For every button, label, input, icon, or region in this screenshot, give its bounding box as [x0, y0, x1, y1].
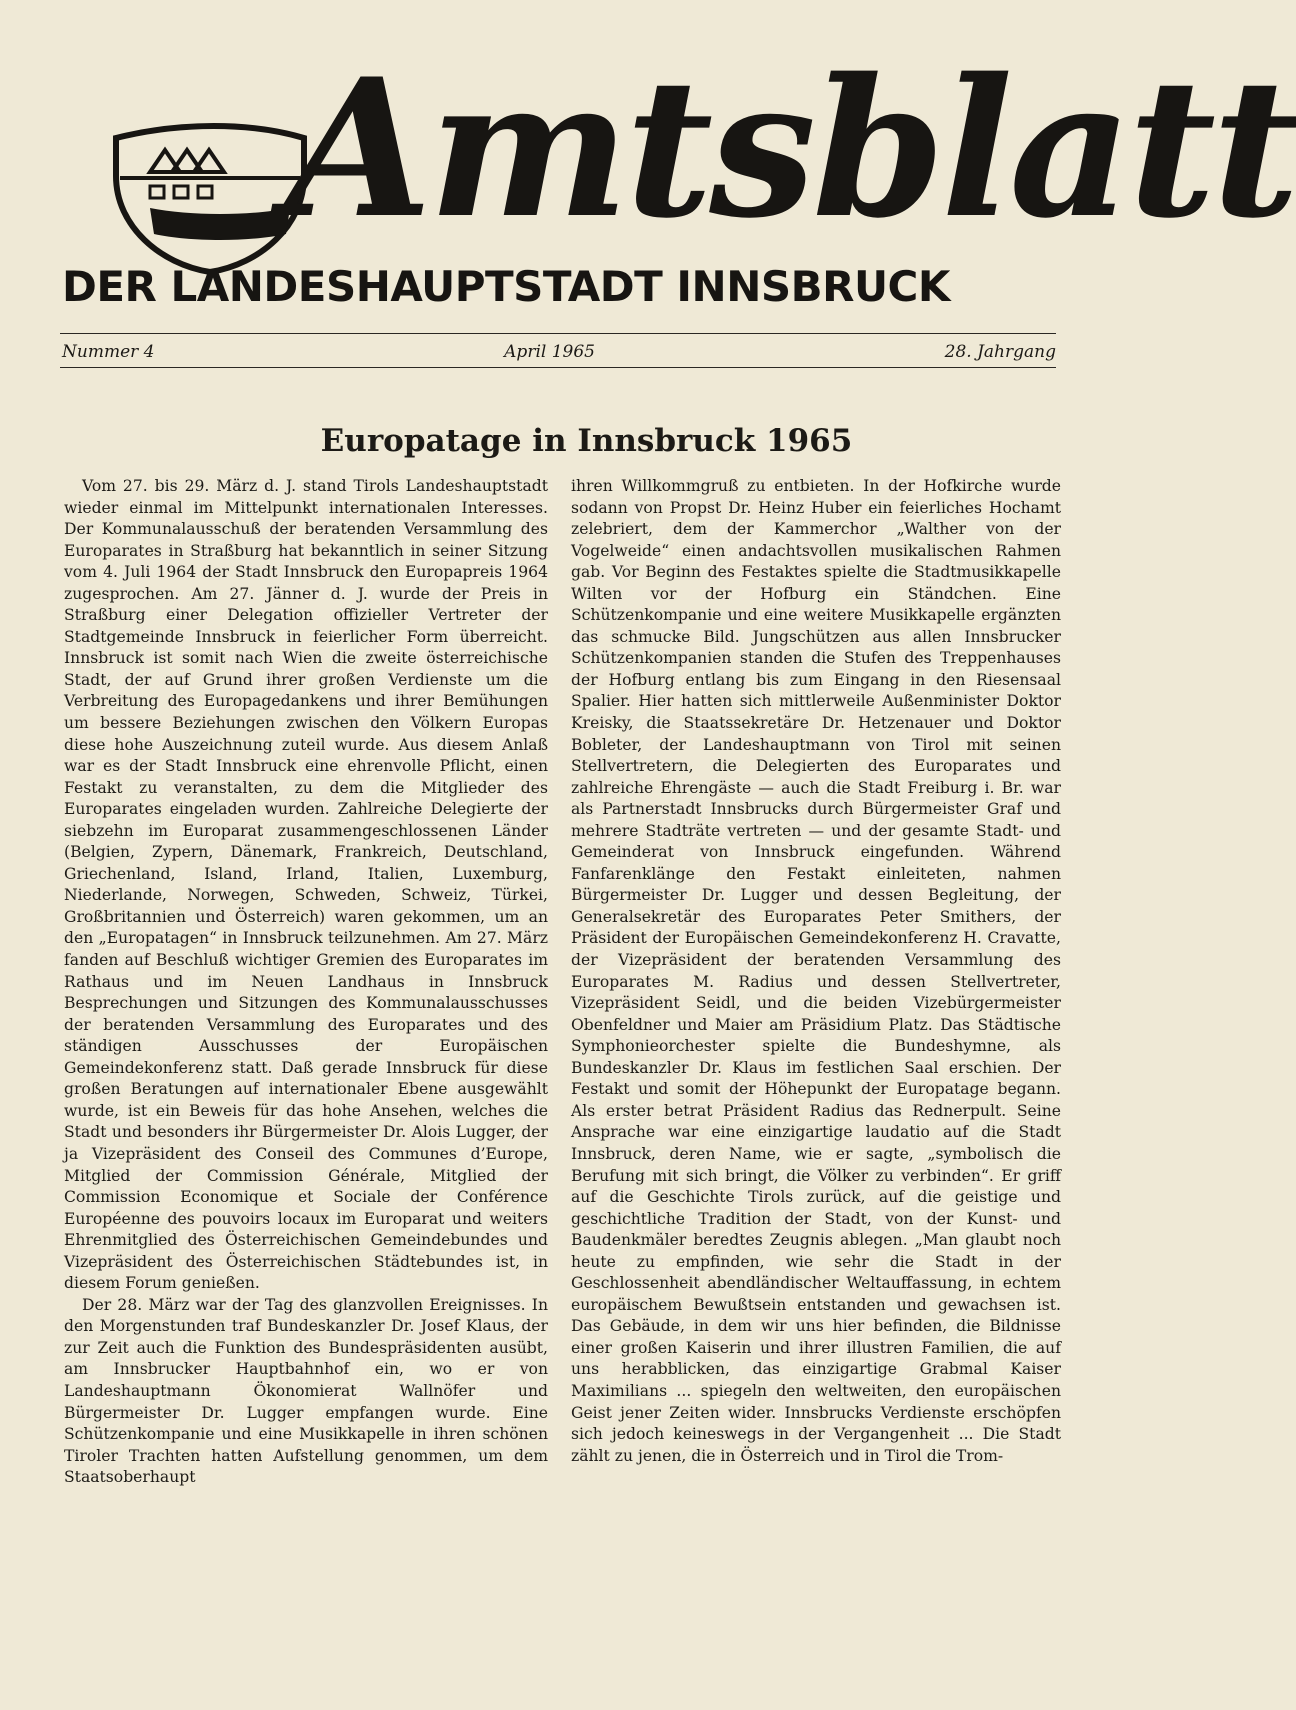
issue-volume: 28. Jahrgang [944, 342, 1056, 362]
article-paragraph: Vom 27. bis 29. März d. J. stand Tirols Landeshauptstadt wieder einmal im Mittelpunkt internationalen Interesses. Der Kommunalausschuß der beratenden Versammlung des Europarates in Straßburg hat bekanntlich in seiner Sitzung vom 4. Juli 1964 der Stadt Innsbruck den Europapreis 1964 zugesprochen. Am 27. Jänner d. J. wurde der Preis in Straßburg einer Delegation offizieller Vertreter der Stadtgemeinde Innsbruck in feierlicher Form überreicht. Innsbruck ist somit nach Wien die zweite österreichische Stadt, der auf Grund ihrer großen Verdienste um die Verbreitung des Europagedankens und ihrer Bemühungen um bessere Beziehungen zwischen den Völkern Europas diese hohe Auszeichnung zuteil wurde. Aus diesem Anlaß war es der Stadt Innsbruck eine ehrenvolle Pflicht, einen Festakt zu veranstalten, zu dem die Mitglieder des Europarates eingeladen wurden. Zahlreiche Delegierte der siebzehn im Europarat zusammengeschlossenen Länder (Belgien, Zypern, Dänemark, Frankreich, Deutschland, Griechenland, Island, Irland, Italien, Luxemburg, Niederlande, Norwegen, Schweden, Schweiz, Türkei, Großbritannien und Österreich) waren gekommen, um an den „Europatagen“ in Innsbruck teilzunehmen. Am 27. März fanden auf Beschluß wichtiger Gremien des Europarates im Rathaus und im Neuen Landhaus in Innsbruck Besprechungen und Sitzungen des Kommunalausschusses der beratenden Versammlung des Europarates und des ständigen Ausschusses der Europäischen Gemeindekonferenz statt. Daß gerade Innsbruck für diese großen Beratungen auf internationaler Ebene ausgewählt wurde, ist ein Beweis für das hohe Ansehen, welches die Stadt und besonders ihr Bürgermeister Dr. Alois Lugger, der ja Vizepräsident des Conseil des Communes d’Europe, Mitglied der Commission Générale, Mitglied der Commission Economique et Sociale der Conférence Européenne des pouvoirs locaux im Europarat und weiters Ehrenmitglied des Österreichischen Gemeindebundes und Vizepräsident des Österreichischen Städtebundes ist, in diesem Forum genießen. [64, 477, 548, 1293]
masthead-subtitle: DER LANDESHAUPTSTADT INNSBRUCK [62, 262, 950, 311]
bottom-rule [60, 367, 1056, 368]
article-column-right [571, 476, 1061, 1467]
issue-line [62, 342, 1056, 362]
article-paragraph: Der 28. März war der Tag des glanzvollen Ereignisses. In den Morgenstunden traf Bundeskanzler Dr. Josef Klaus, der zur Zeit auch die Funktion des Bundespräsidenten ausübt, am Innsbrucker Hauptbahnhof ein, wo er von Landeshauptmann Ökonomierat Wallnöfer und Bürgermeister Dr. Lugger empfangen wurde. Eine Schützenkompanie und eine Musikkapelle in ihren schönen Tiroler Trachten hatten Aufstellung genommen, um dem Staatsoberhaupt [64, 1295, 548, 1487]
masthead-title: Amtsblatt [285, 37, 1296, 260]
top-rule [60, 333, 1056, 334]
issue-number: Nummer 4 [62, 342, 155, 362]
issue-date: April 1965 [504, 342, 595, 362]
city-crest-icon [110, 116, 310, 276]
article-paragraph: ihren Willkommgruß zu entbieten. In der Hofkirche wurde sodann von Propst Dr. Heinz Huber ein feierliches Hochamt zelebriert, dem der Kammerchor „Walther von der Vogelweide“ einen andachtsvollen musikalischen Rahmen gab. Vor Beginn des Festaktes spielte die Stadtmusikkapelle Wilten vor der Hofburg ein Ständchen. Eine Schützenkompanie und eine weitere Musikkapelle ergänzten das schmucke Bild. Jungschützen aus allen Innsbrucker Schützenkompanien standen die Stufen des Treppenhauses der Hofburg entlang bis zum Eingang in den Riesensaal Spalier. Hier hatten sich mittlerweile Außenminister Doktor Kreisky, die Staatssekretäre Dr. Hetzenauer und Doktor Bobleter, der Landeshauptmann von Tirol mit seinen Stellvertretern, die Delegierten des Europarates und zahlreiche Ehrengäste — auch die Stadt Freiburg i. Br. war als Partnerstadt Innsbrucks durch Bürgermeister Graf und mehrere Stadträte vertreten — und der gesamte Stadt- und Gemeinderat von Innsbruck eingefunden. Während Fanfarenklänge den Festakt einleiteten, nahmen Bürgermeister Dr. Lugger und dessen Begleitung, der Generalsekretär des Europarates Peter Smithers, der Präsident der Europäischen Gemeindekonferenz H. Cravatte, der Vizepräsident der beratenden Versammlung des Europarates M. Radius und dessen Stellvertreter, Vizepräsident Seidl, und die beiden Vizebürgermeister Obenfeldner und Maier am Präsidium Platz. Das Städtische Symphonieorchester spielte die Bundeshymne, als Bundeskanzler Dr. Klaus im festlichen Saal erschien. Der Festakt und somit der Höhepunkt der Europatage begann. Als erster betrat Präsident Radius das Rednerpult. Seine Ansprache war eine einzigartige laudatio auf die Stadt Innsbruck, deren Name, wie er sagte, „symbolisch die Berufung mit sich bringt, die Völker zu verbinden“. Er griff auf die Geschichte Tirols zurück, auf die geistige und geschichtliche Tradition der Stadt, von der Kunst- und Baudenkmäler beredtes Zeugnis ablegen. „Man glaubt noch heute zu empfinden, wie sehr die Stadt in der Geschlossenheit abendländischer Weltauffassung, in echtem europäischem Bewußtsein entstanden und gewachsen ist. Das Gebäude, in dem wir uns hier befinden, die Bildnisse einer großen Kaiserin und ihrer illustren Familien, die auf uns herabblicken, das einzigartige Grabmal Kaiser Maximilians ... spiegeln den weltweiten, den europäischen Geist jener Zeiten wider. Innsbrucks Verdienste erschöpfen sich jedoch keineswegs in der Vergangenheit ... Die Stadt zählt zu jenen, die in Österreich und in Tirol die Trom- [571, 477, 1061, 1465]
article-column-left [64, 476, 548, 1489]
article-headline: Europatage in Innsbruck 1965 [320, 423, 853, 459]
